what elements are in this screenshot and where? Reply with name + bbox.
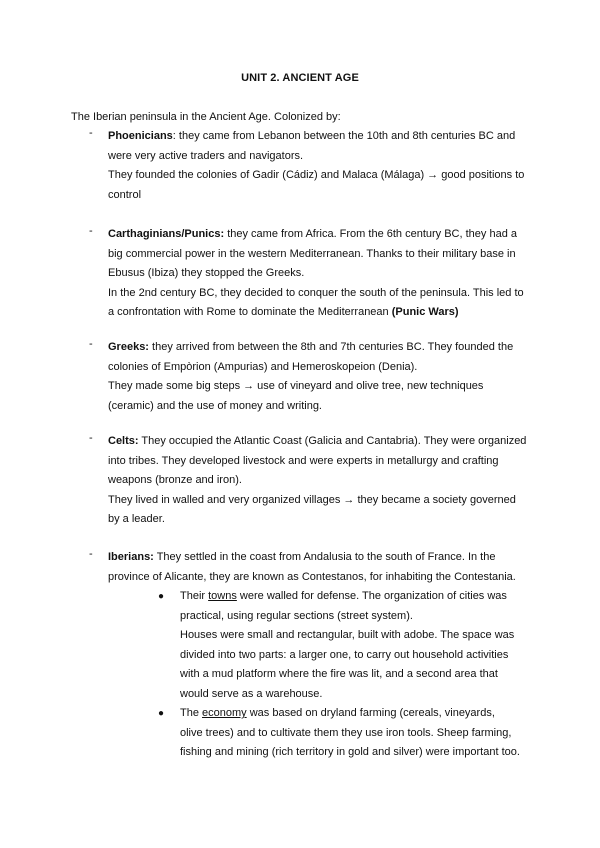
section-body [108,432,528,530]
list-dash: - [89,432,93,444]
section-body [108,225,528,323]
term-towns: towns [208,590,237,602]
term-carthaginians: Carthaginians/Punics: [108,228,225,240]
list-dash: - [89,127,93,139]
greeks-text: they arrived from between the 8th and 7th centuries BC. They founded the colonies of Empòrion (Ampurias) and Hemeroskopeion (Denia). [108,341,514,373]
intro-text: The Iberian peninsula in the Ancient Age. Colonized by: [71,111,341,123]
term-iberians: Iberians: [108,551,154,563]
list-dash: - [89,338,93,350]
bullet-towns-text-2: Houses were small and rectangular, built with adobe. The space was divided into two parts: a larger one, to carry out household activities with a mud platform where the fire was lit, and a second area that would serve as a warehouse. [180,629,515,700]
bullet-towns-pre: Their [180,590,209,602]
greeks-text-2: They made some big steps → use of vineyard and olive tree, new techniques (ceramic) and the use of money and writing. [108,380,484,412]
bullet-towns-post: were walled for defense. The organization of cities was practical, using regular sections (street system). [180,590,507,622]
list-dash: - [89,225,93,237]
celts-text-2: They lived in walled and very organized villages → they became a society governed by a leader. [108,493,516,525]
bullet-economy-pre: The [180,707,203,719]
phoenicians-text-2: They founded the colonies of Gadir (Cádiz) and Malaca (Málaga) → good positions to control [108,169,525,201]
bullet-economy-post: was based on dryland farming (cereals, vineyards, olive trees) and to cultivate them they use iron tools. Sheep farming, fishing and mining (rich territory in gold and silver) were important too. [180,707,520,758]
bullet-dot: ● [158,591,165,602]
iberians-text: They settled in the coast from Andalusia to the south of France. In the province of Alicante, they are known as Contestanos, for inhabiting the Contestania. [108,551,516,583]
bullet-text [180,704,520,763]
carthaginians-text-2: In the 2nd century BC, they decided to conquer the south of the peninsula. This led to a confrontation with Rome to dominate the Mediterranean [108,286,524,318]
carthaginians-text: they came from Africa. From the 6th century BC, they had a big commercial power in the western Mediterranean. Thanks to their military base in Ebusus (Ibiza) they stopped the Greeks. [108,228,517,279]
term-celts: Celts: [108,435,139,447]
term-economy: economy [202,707,247,719]
phoenicians-text: : they came from Lebanon between the 10th and 8th centuries BC and were very active traders and navigators. [108,130,516,162]
term-phoenicians: Phoenicians [108,130,173,142]
section-body [108,127,528,205]
term-punic-wars: (Punic Wars) [391,306,459,318]
bullet-text [180,587,520,704]
section-body [108,548,528,587]
section-body [108,338,528,416]
page-title: UNIT 2. ANCIENT AGE [241,72,359,84]
celts-text: They occupied the Atlantic Coast (Galicia and Cantabria). They were organized into tribes. They developed livestock and were experts in metallurgy and crafting weapons (bronze and iron). [108,435,527,486]
bullet-dot: ● [158,708,165,719]
list-dash: - [89,548,93,560]
term-greeks: Greeks: [108,341,149,353]
